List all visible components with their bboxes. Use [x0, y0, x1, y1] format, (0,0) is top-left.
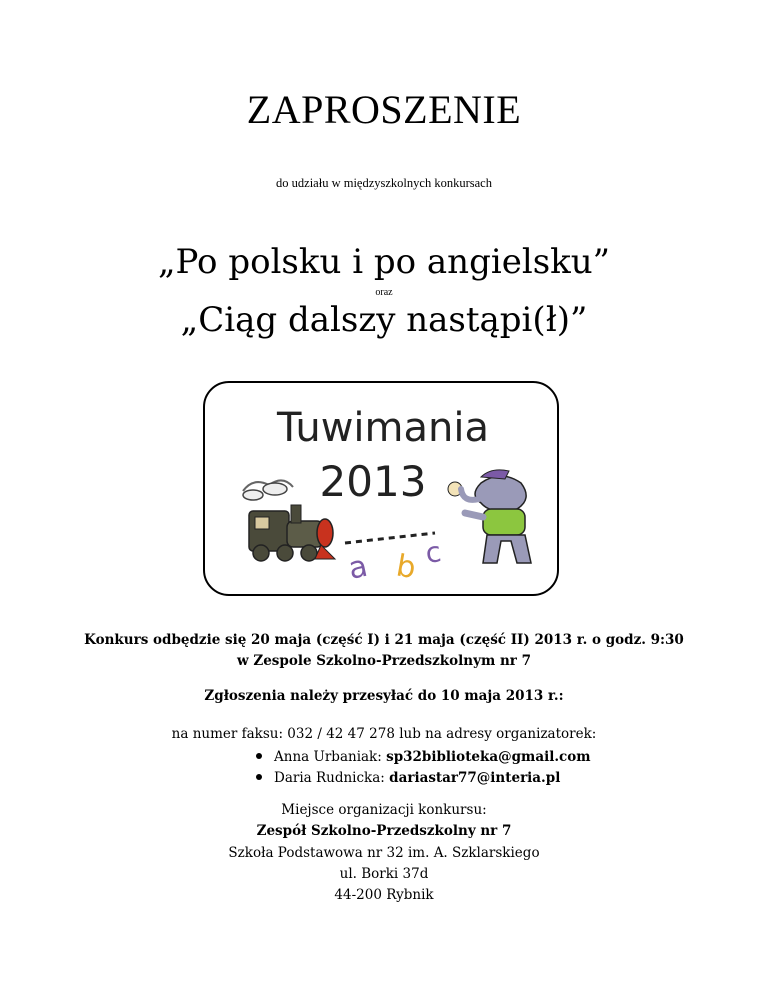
contact-email-link[interactable]: sp32biblioteka@gmail.com: [386, 749, 591, 765]
contact-name: Daria Rudnicka:: [274, 770, 390, 786]
logo-line-2: 2013: [319, 457, 427, 506]
elephant-icon: [448, 470, 531, 563]
tuwimania-logo: [203, 381, 559, 596]
subtitle: do udziału w międzyszkolnych konkursach: [276, 176, 492, 190]
application-deadline: Zgłoszenia należy przesyłać do 10 maja 2013 r.:: [204, 688, 564, 704]
organizer-contacts: [256, 747, 591, 789]
organizer-name: Zespół Szkolno-Przedszkolny nr 7: [256, 823, 512, 839]
contact-name: Anna Urbaniak:: [274, 749, 387, 765]
list-item: [256, 768, 591, 789]
contest-venue: w Zespole Szkolno-Przedszkolnym nr 7: [237, 653, 531, 669]
contact-email-link[interactable]: dariastar77@interia.pl: [389, 770, 561, 786]
organizer-heading: Miejsce organizacji konkursu:: [281, 802, 487, 818]
logo-letter-b: b: [393, 548, 419, 587]
page-title: ZAPROSZENIE: [246, 87, 522, 132]
conjunction: oraz: [375, 287, 393, 298]
organizer-city: 44-200 Rybnik: [334, 887, 434, 903]
bullet-icon: [256, 753, 262, 759]
contest-title-2: „Ciąg dalszy nastąpi(ł)”: [180, 300, 588, 340]
contact-intro: na numer faksu: 032 / 42 47 278 lub na adresy organizatorek:: [171, 726, 597, 742]
contest-title-1: „Po polsku i po angielsku”: [157, 242, 611, 282]
logo-illustration: [205, 383, 561, 598]
contest-date: Konkurs odbędzie się 20 maja (część I) i 21 maja (część II) 2013 r. o godz. 9:30: [84, 632, 684, 648]
organizer-school: Szkoła Podstawowa nr 32 im. A. Szklarskiego: [228, 845, 540, 861]
list-item: [256, 747, 591, 768]
logo-letter-c: c: [423, 535, 444, 570]
logo-line-1: Tuwimania: [277, 405, 489, 451]
bullet-icon: [256, 774, 262, 780]
organizer-address: ul. Borki 37d: [339, 866, 429, 882]
logo-letter-a: a: [345, 548, 371, 587]
